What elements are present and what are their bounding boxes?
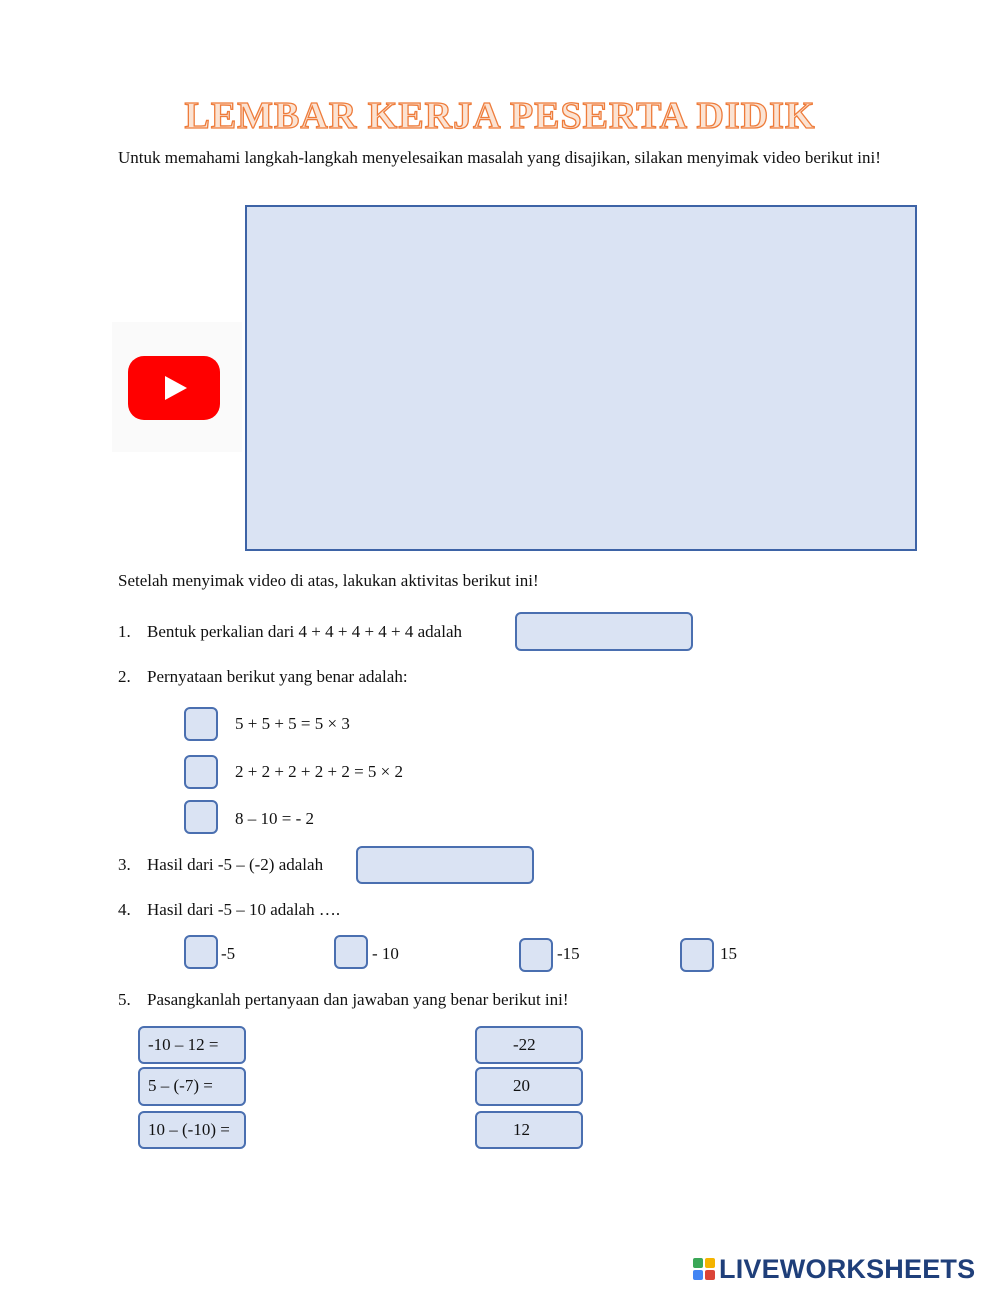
q2-option-2-label: 2 + 2 + 2 + 2 + 2 = 5 × 2 xyxy=(235,762,404,781)
q2-text: Pernyataan berikut yang benar adalah: xyxy=(147,667,408,686)
match-answer-3[interactable]: 12 xyxy=(475,1111,583,1149)
match-question-1[interactable]: -10 – 12 = xyxy=(138,1026,246,1064)
brand-grid-icon xyxy=(693,1258,715,1280)
q4-option-1-label: -5 xyxy=(221,944,236,963)
q1-number: 1. xyxy=(118,622,131,641)
instruction-text: Setelah menyimak video di atas, lakukan aktivitas berikut ini! xyxy=(118,571,539,590)
match-question-3[interactable]: 10 – (-10) = xyxy=(138,1111,246,1149)
q4-option-2-label: - 10 xyxy=(372,944,399,963)
intro-text: Untuk memahami langkah-langkah menyelesaikan masalah yang disajikan, silakan menyimak video berikut ini! xyxy=(118,148,881,167)
q3-text: Hasil dari -5 – (-2) adalah xyxy=(147,855,324,874)
match-question-2[interactable]: 5 – (-7) = xyxy=(138,1067,246,1106)
q4-option-4-label: 15 xyxy=(720,944,737,963)
q2-option-3-label: 8 – 10 = - 2 xyxy=(235,809,314,828)
liveworksheets-logo[interactable] xyxy=(693,1253,975,1285)
q3-answer-input[interactable] xyxy=(356,846,534,884)
q4-number: 4. xyxy=(118,900,131,919)
match-answer-2[interactable]: 20 xyxy=(475,1067,583,1106)
youtube-icon[interactable] xyxy=(112,322,242,452)
q4-option-4-checkbox[interactable] xyxy=(680,938,714,972)
worksheet-title: LEMBAR KERJA PESERTA DIDIK xyxy=(184,95,816,137)
video-placeholder[interactable] xyxy=(245,205,917,551)
q2-number: 2. xyxy=(118,667,131,686)
q5-number: 5. xyxy=(118,990,131,1009)
play-icon xyxy=(165,376,187,400)
q3-number: 3. xyxy=(118,855,131,874)
q4-option-3-checkbox[interactable] xyxy=(519,938,553,972)
q4-option-2-checkbox[interactable] xyxy=(334,935,368,969)
q4-option-1-checkbox[interactable] xyxy=(184,935,218,969)
q2-option-3-checkbox[interactable] xyxy=(184,800,218,834)
q4-option-3-label: -15 xyxy=(557,944,580,963)
q5-text: Pasangkanlah pertanyaan dan jawaban yang benar berikut ini! xyxy=(147,990,569,1009)
q4-text: Hasil dari -5 – 10 adalah …. xyxy=(147,900,341,919)
q1-text: Bentuk perkalian dari 4 + 4 + 4 + 4 + 4 adalah xyxy=(147,622,462,641)
q2-option-1-checkbox[interactable] xyxy=(184,707,218,741)
q1-answer-input[interactable] xyxy=(515,612,693,651)
q2-option-1-label: 5 + 5 + 5 = 5 × 3 xyxy=(235,714,350,733)
brand-name: LIVEWORKSHEETS xyxy=(719,1253,976,1284)
q2-option-2-checkbox[interactable] xyxy=(184,755,218,789)
match-answer-1[interactable]: -22 xyxy=(475,1026,583,1064)
